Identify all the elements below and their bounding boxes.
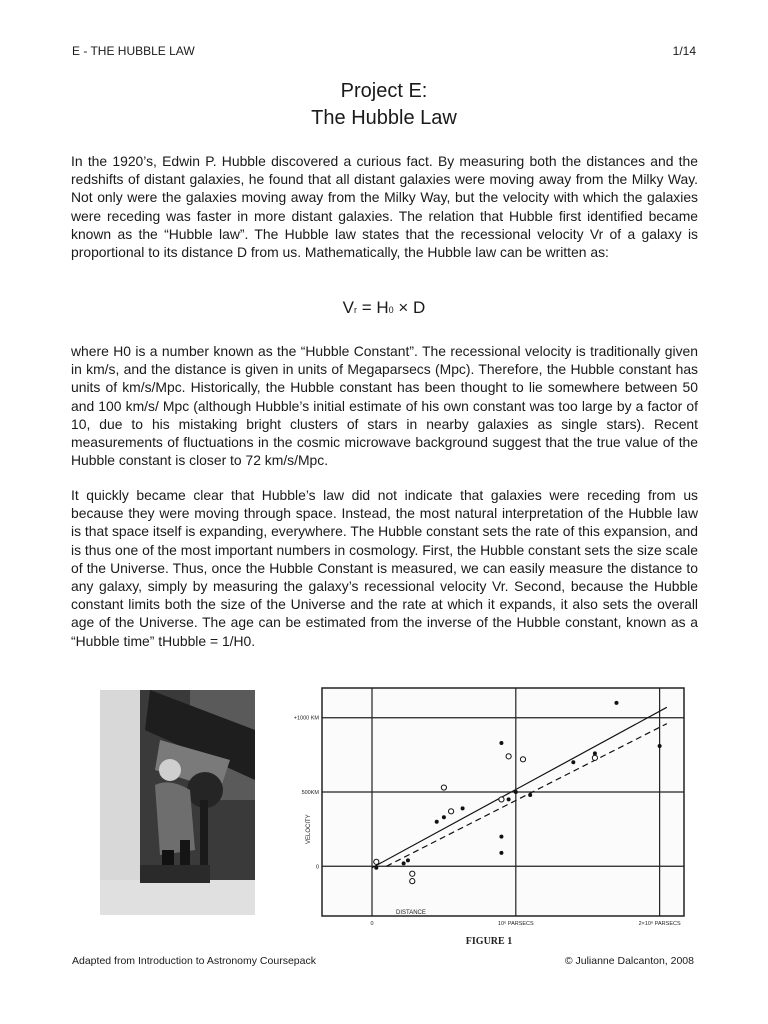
hubble-law-equation [0,298,768,318]
data-point-filled-13 [614,701,618,705]
hubble-constant-paragraph: where H0 is a number known as the “Hubble Constant”. The recessional velocity is traditionally given in km/s, and the distance is given in units of Megaparsecs (Mpc). Therefore, the Hubble constant has units of km/s/Mpc. Historically, the Hubble constant has been thought to lie somewhere between 50 and 100 km/s/ Mpc (although Hubble’s initial estimate of his own constant was too large by a factor of 10, due to his mistaking bright clusters of stars in nearby galaxies as single stars). Recent measurements of fluctuations in the cosmic microwave background suggest that the true value of the Hubble constant is closer to 72 km/s/Mpc. [71,343,698,469]
hubble-telescope-photo [100,690,255,915]
eq-hubble-constant: = H [357,298,389,317]
data-point-open-5 [499,797,504,802]
y-tick-label-0: 0 [315,864,319,871]
running-header: E - THE HUBBLE LAW [72,44,195,58]
data-point-open-2 [410,879,415,884]
x-tick-label-0: 0 [370,921,374,927]
data-point-open-6 [506,754,511,759]
intro-paragraph: In the 1920’s, Edwin P. Hubble discovered a curious fact. By measuring both the distances and the redshifts of distant galaxies, he found that all distant galaxies were moving away from the Milky Way. Not only were the galaxies moving away from the Milky Way, but the velocity with which the galaxies were receding was faster in more distant galaxies. The relation that Hubble first identified became known as the “Hubble law”. The Hubble law states that the recessional velocity Vr of a galaxy is proportional to its distance D from us. Mathematically, the Hubble law can be written as: [71,153,698,261]
data-point-open-1 [410,871,415,876]
data-point-filled-10 [514,790,518,794]
eq-velocity-sub: r [354,305,357,315]
data-point-filled-6 [499,835,503,839]
data-point-filled-5 [461,806,465,810]
eq-distance: × D [393,298,426,317]
y-tick-label-2: +1000 KM [293,715,319,722]
data-point-open-8 [592,755,597,760]
title-line-1: Project E: [340,80,428,102]
eq-velocity: V [342,298,354,317]
data-point-open-7 [520,757,525,762]
photo-illustration [100,690,255,915]
x-tick-label-1: 10⁶ PARSECS [497,921,534,927]
chart-title: FIGURE 1 [465,936,513,947]
eq-hubble-sub: 0 [388,305,394,315]
data-point-filled-7 [499,851,503,855]
data-point-filled-9 [507,797,511,801]
page-title [0,78,768,132]
y-tick-label-1: 500KM [301,790,319,796]
footer-source: Adapted from Introduction to Astronomy Coursepack [72,955,316,967]
data-point-open-0 [374,859,379,864]
data-point-filled-2 [406,858,410,862]
x-tick-label-2: 2×10⁶ PARSECS [638,921,681,927]
data-point-filled-4 [442,815,446,819]
expansion-paragraph: It quickly became clear that Hubble’s law did not indicate that galaxies were receding from us because they were moving through space. Instead, the most natural interpretation of the Hubble law is that space itself is expanding, everywhere. The Hubble constant sets the rate of this expansion, and is thus one of the most important numbers in cosmology. First, the Hubble constant sets the size scale of the Universe. Thus, once the Hubble Constant is measured, we can easily measure the distance to any galaxy, simply by measuring the galaxy’s recessional velocity Vr. Second, because the Hubble constant limits both the size of the Universe and the rate at which it expands, it also sets the overall age of the Universe. The age can be estimated from the inverse of the Hubble constant, known as a “Hubble time” tHubble = 1/H0. [71,487,698,649]
data-point-filled-14 [658,744,662,748]
x-axis-label: DISTANCE [396,910,426,916]
data-point-filled-8 [499,741,503,745]
page-number: 1/14 [672,44,696,58]
data-point-filled-3 [435,820,439,824]
data-point-filled-11 [528,793,532,797]
data-point-open-3 [441,785,446,790]
data-point-filled-1 [402,861,406,865]
data-point-filled-12 [571,760,575,764]
title-line-2: The Hubble Law [311,107,457,129]
y-axis-label: VELOCITY [306,814,312,844]
footer-copyright: © Julianne Dalcanton, 2008 [564,955,694,967]
hubble-diagram-chart [284,684,694,952]
data-point-filled-0 [374,866,378,870]
data-point-open-4 [448,809,453,814]
